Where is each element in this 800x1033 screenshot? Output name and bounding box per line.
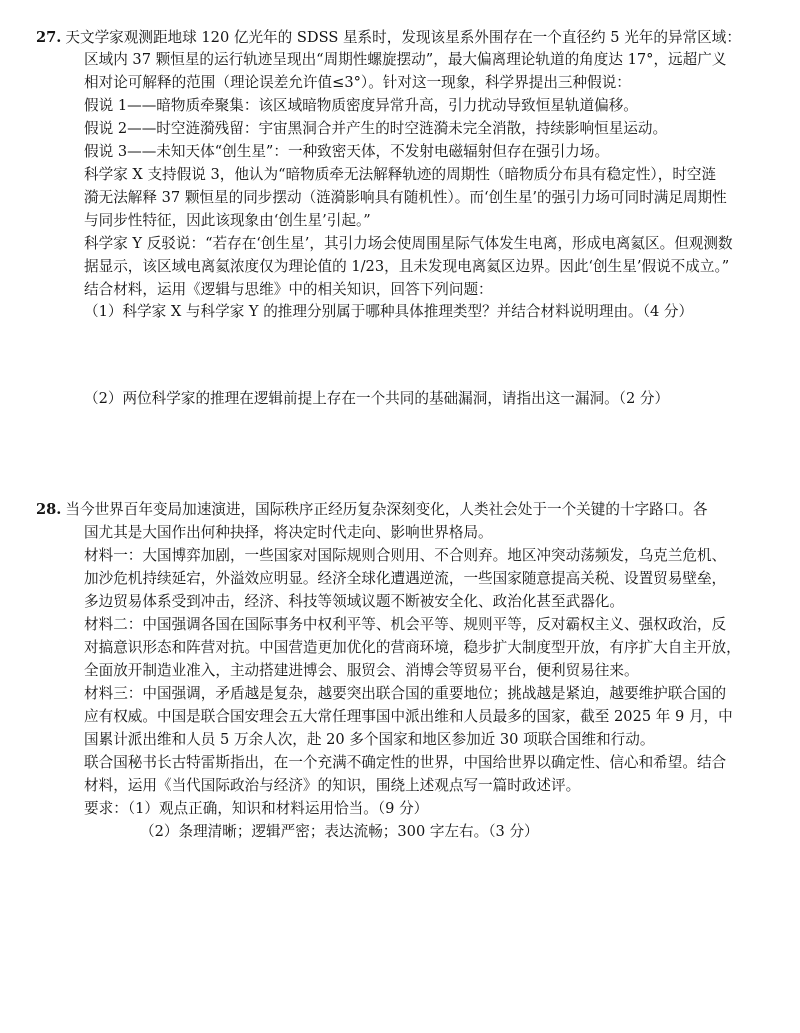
q28-material-2-2: 对搞意识形态和阵营对抗。中国营造更加优化的营商环境，稳步扩大制度型开放，有序扩大自主开放， xyxy=(84,639,741,656)
q27-hypothesis-3: 假说 3——未知天体“创生星”：一种致密天体，不发射电磁辐射但存在强引力场。 xyxy=(84,143,610,160)
q28-material-3-1: 材料三：中国强调，矛盾越是复杂，越要突出联合国的重要地位；挑战越是紧迫，越要维护联合国的 xyxy=(84,685,727,702)
q27-line-2: 区域内 37 颗恒星的运行轨迹呈现出“周期性螺旋摆动”，最大偏离理论轨道的角度达 17°，远超广义 xyxy=(84,51,727,68)
q28-number: 28. xyxy=(36,501,62,518)
q27-hypothesis-2: 假说 2——时空涟漪残留：宇宙黑洞合并产生的时空涟漪未完全消散，持续影响恒星运动。 xyxy=(84,120,668,137)
q27-subquestion-2: （2）两位科学家的推理在逻辑前提上存在一个共同的基础漏洞，请指出这一漏洞。（2 分） xyxy=(84,390,670,407)
q28-requirement-2: （2）条理清晰；逻辑严密；表达流畅；300 字左右。（3 分） xyxy=(140,823,539,840)
q27-scientist-x-2: 漪无法解释 37 颗恒星的同步摆动（涟漪影响具有随机性）。而‘创生星’的强引力场可同时满足周期性 xyxy=(84,189,727,206)
q27-line-3: 相对论可解释的范围（理论误差允许值≤3°）。针对这一现象，科学界提出三种假说： xyxy=(84,74,631,91)
q28-quote-1: 联合国秘书长古特雷斯指出，在一个充满不确定性的世界，中国给世界以确定性、信心和希望。结合 xyxy=(84,754,727,771)
q28-line-1: 28. 当今世界百年变局加速演进，国际秩序正经历复杂深刻变化，人类社会处于一个关键的十字路口。各 xyxy=(36,501,708,518)
q27-scientist-x-3: 与同步性特征，因此该现象由‘创生星’引起。” xyxy=(84,212,371,229)
q28-material-2-1: 材料二：中国强调各国在国际事务中权利平等、机会平等、规则平等，反对霸权主义、强权政治，反 xyxy=(84,616,727,633)
q27-instruction: 结合材料，运用《逻辑与思维》中的相关知识，回答下列问题： xyxy=(84,281,493,298)
q28-material-1-1: 材料一：大国博弈加剧，一些国家对国际规则合则用、不合则弃。地区冲突动荡频发，乌克兰危机、 xyxy=(84,547,727,564)
q28-line-2: 国尤其是大国作出何种抉择，将决定时代走向、影响世界格局。 xyxy=(84,524,493,541)
q28-material-3-2: 应有权威。中国是联合国安理会五大常任理事国中派出维和人员最多的国家，截至 2025 年 9 月，中 xyxy=(84,708,733,725)
q28-material-1-2: 加沙危机持续延宕，外溢效应明显。经济全球化遭遇逆流，一些国家随意提高关税、设置贸易壁垒， xyxy=(84,570,727,587)
q27-scientist-y-1: 科学家 Y 反驳说：“若存在‘创生星’，其引力场会使周围星际气体发生电离，形成电离氦区。但观测数 xyxy=(84,235,733,252)
q27-number: 27. xyxy=(36,29,62,46)
q27-scientist-y-2: 据显示，该区域电离氦浓度仅为理论值的 1/23，且未发现电离氦区边界。因此‘创生星’假说不成立。” xyxy=(84,258,730,275)
q28-material-1-3: 多边贸易体系受到冲击，经济、科技等领域议题不断被安全化、政治化甚至武器化。 xyxy=(84,593,624,610)
q28-material-3-3: 国累计派出维和人员 5 万余人次，赴 20 多个国家和地区参加近 30 项联合国维和行动。 xyxy=(84,731,655,748)
q27-hypothesis-1: 假说 1——暗物质牵聚集：该区域暗物质密度异常升高，引力扰动导致恒星轨道偏移。 xyxy=(84,97,638,114)
q28-quote-2: 材料，运用《当代国际政治与经济》的知识，围绕上述观点写一篇时政述评。 xyxy=(84,777,581,794)
q27-scientist-x-1: 科学家 X 支持假说 3，他认为“暗物质牵无法解释轨迹的周期性（暗物质分布具有稳定性），时空涟 xyxy=(84,166,717,183)
q28-requirement-1: 要求：（1）观点正确，知识和材料运用恰当。（9 分） xyxy=(84,800,429,817)
q27-line-1: 27. 天文学家观测距地球 120 亿光年的 SDSS 星系时，发现该星系外围存在一个直径约 5 光年的异常区域： xyxy=(36,29,741,46)
q27-subquestion-1: （1）科学家 X 与科学家 Y 的推理分别属于哪种具体推理类型？并结合材料说明理由。（4 分） xyxy=(84,303,694,320)
q28-material-2-3: 全面放开制造业准入，主动搭建进博会、服贸会、消博会等贸易平台，便利贸易往来。 xyxy=(84,662,639,679)
